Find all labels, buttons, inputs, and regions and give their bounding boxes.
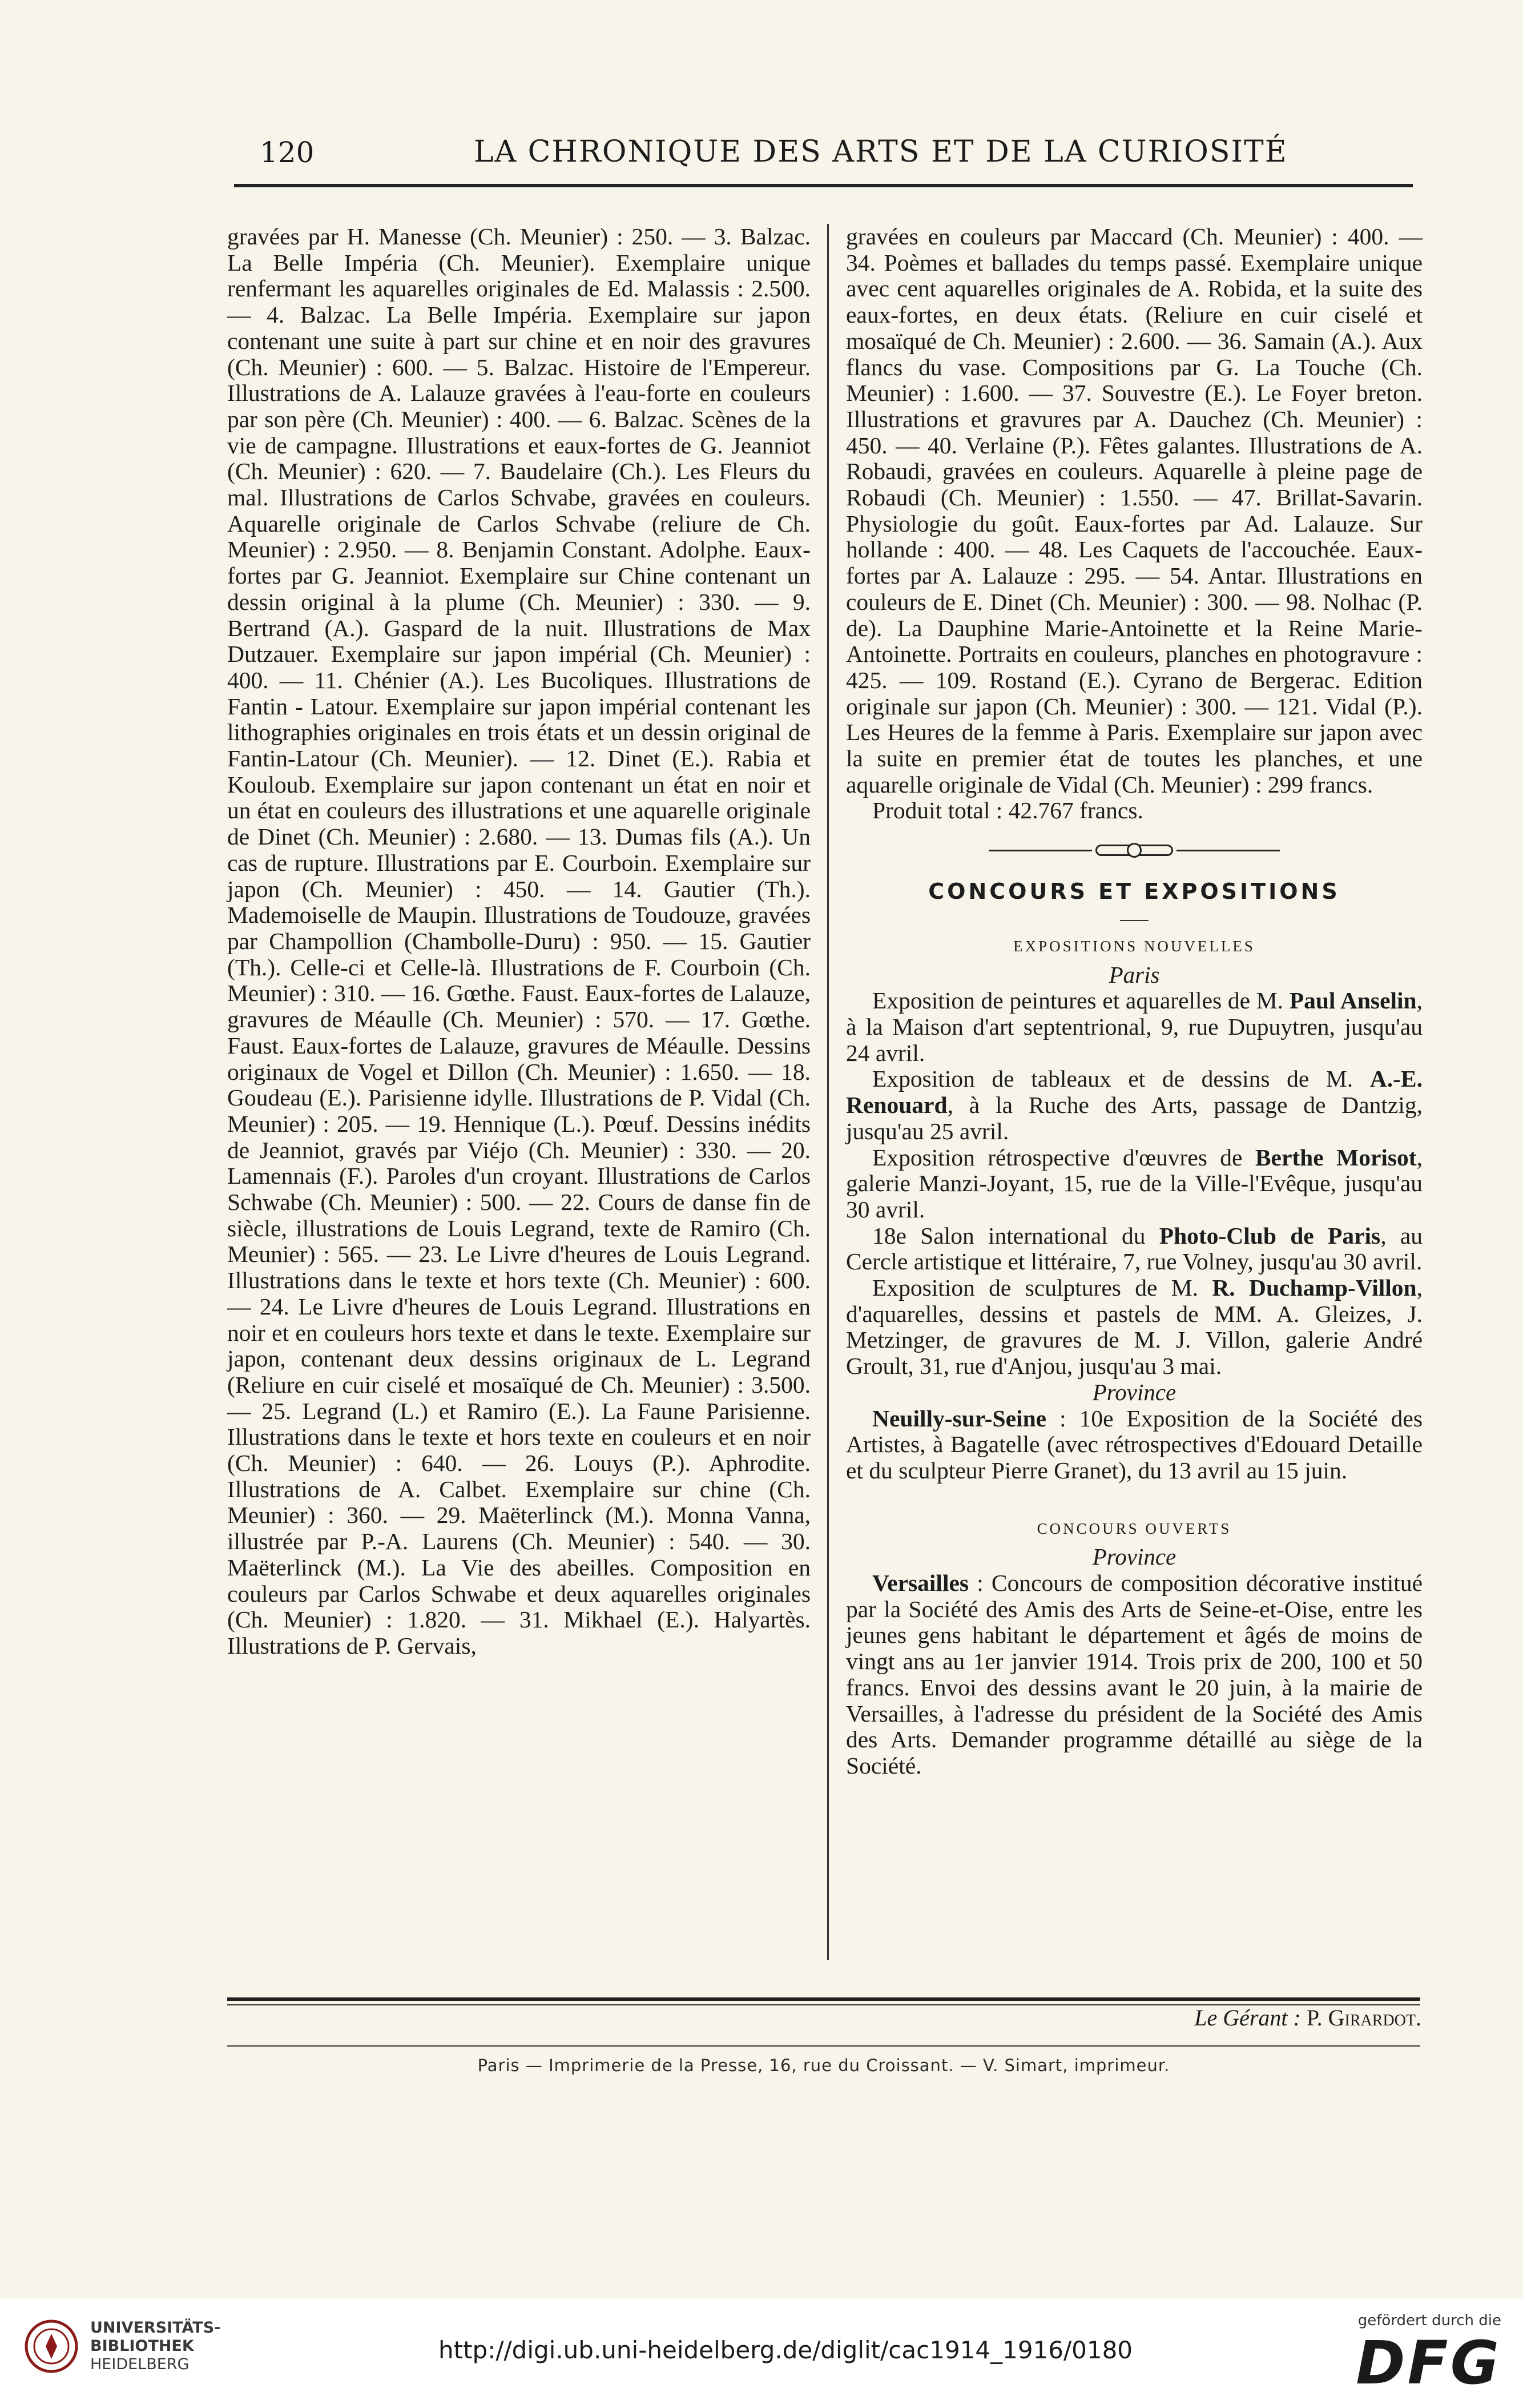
- running-header: [228, 130, 1427, 182]
- province-heading-2: Province: [1092, 1543, 1177, 1570]
- library-line-2: BIBLIOTHEK: [90, 2337, 194, 2355]
- footer-band: [0, 2298, 1523, 2408]
- paris-heading: Paris: [1109, 961, 1160, 988]
- signature: [970, 2004, 1421, 2031]
- concours-heading: CONCOURS OUVERTS: [1037, 1519, 1232, 1537]
- expo-item: Exposition de tableaux et de dessins de M. A.-E. Renouard, à la Ruche des Arts, passage de Dantzig, jusqu'au 25 avril.: [846, 1066, 1423, 1144]
- bottom-rule: [227, 1997, 1420, 2001]
- signature-label: Le Gérant :: [1194, 2005, 1301, 2031]
- imprint-rule: [227, 2045, 1420, 2047]
- library-line-3: HEIDELBERG: [90, 2355, 190, 2373]
- journal-title: LA CHRONIQUE DES ARTS ET DE LA CURIOSITÉ: [474, 135, 1288, 169]
- library-name: [90, 2319, 220, 2374]
- column-divider: [827, 224, 829, 1960]
- funded-by-label: gefördert durch die: [1357, 2312, 1501, 2329]
- ornament-divider: [989, 845, 1280, 856]
- expo-item: Exposition de sculptures de M. R. Duchamp-Villon, d'aquarelles, dessins et pastels de MM. A. Gleizes, J. Metzinger, de gravures de M. J. Villon, galerie André Groult, 31, rue d'Anjou, jusqu'au 3 mai.: [846, 1275, 1423, 1380]
- header-rule: [234, 184, 1413, 187]
- library-line-1: UNIVERSITÄTS-: [90, 2319, 221, 2337]
- concours-item: Versailles : Concours de composition décorative institué par la Société des Amis des Arts de Seine-et-Oise, entre les jeunes gens habitant le département et âgés de moins de vingt ans au 1er janvier 1914. Trois prix de 200, 100 et 50 francs. Envoi des dessins avant le 20 juin, à la mairie de Versailles, à l'adresse du président de la Société des Amis des Arts. Demander programme détaillé au siège de la Société.: [846, 1570, 1423, 1779]
- expo-item: Exposition rétrospective d'œuvres de Berthe Morisot, galerie Manzi-Joyant, 15, rue de la Ville-l'Evêque, jusqu'au 30 avril.: [846, 1144, 1423, 1223]
- signature-name: P. Girardot.: [1306, 2005, 1421, 2031]
- section-title: CONCOURS ET EXPOSITIONS: [928, 879, 1340, 904]
- library-seal-icon: [24, 2319, 79, 2374]
- left-column-text: gravées par H. Manesse (Ch. Meunier) : 250. — 3. Balzac. La Belle Impéria (Ch. Meunier). Exemplaire unique renfermant les aquarelles originales de Ed. Malassis : 2.500. — 4. Balzac. La Belle Impéria. Exemplaire sur japon contenant une suite à part sur chine et en noir des gravures (Ch. Meunier) : 600. — 5. Balzac. Histoire de l'Empereur. Illustrations de A. Lalauze gravées à l'eau-forte en couleurs par son père (Ch. Meunier) : 400. — 6. Balzac. Scènes de la vie de campagne. Illustrations et eaux-fortes de G. Jeanniot (Ch. Meunier) : 620. — 7. Baudelaire (Ch.). Les Fleurs du mal. Illustrations de Carlos Schvabe, gravées en couleurs. Aquarelle originale de Carlos Schvabe (reliure de Ch. Meunier) : 2.950. — 8. Benjamin Constant. Adolphe. Eaux-fortes par G. Jeanniot. Exemplaire sur Chine contenant un dessin original à la plume (Ch. Meunier) : 330. — 9. Bertrand (A.). Gaspard de la nuit. Illustrations de Max Dutzauer. Exemplaire sur japon impérial (Ch. Meunier) : 400. — 11. Chénier (A.). Les Bucoliques. Illustrations de Fantin - Latour. Exemplaire sur japon impérial contenant les lithographies originales en trois états et un dessin original de Fantin-Latour (Ch. Meunier). — 12. Dinet (E.). Rabia et Kouloub. Exemplaire sur japon contenant un état en noir et un état en couleurs des illustrations et une aquarelle originale de Dinet (Ch. Meunier) : 2.680. — 13. Dumas fils (A.). Un cas de rupture. Illustrations par E. Courboin. Exemplaire sur japon (Ch. Meunier) : 450. — 14. Gautier (Th.). Mademoiselle de Maupin. Illustrations de Toudouze, gravées par Champollion (Chambolle-Duru) : 950. — 15. Gautier (Th.). Celle-ci et Celle-là. Illustrations de F. Courboin (Ch. Meunier) : 310. — 16. Gœthe. Faust. Eaux-fortes de Lalauze, gravures de Méaulle (Ch. Meunier) : 570. — 17. Gœthe. Faust. Eaux-fortes de Lalauze, gravures de Méaulle. Dessins originaux de Vogel et Dillon (Ch. Meunier) : 1.650. — 18. Goudeau (E.). Parisienne idylle. Illustrations de P. Vidal (Ch. Meunier) : 205. — 19. Hennique (L.). Pœuf. Dessins inédits de Jeanniot, gravés par Viéjo (Ch. Meunier) : 330. — 20. Lamennais (F.). Paroles d'un croyant. Illustrations de Carlos Schwabe (Ch. Meunier) : 500. — 22. Cours de danse fin de siècle, illustrations de Louis Legrand, texte de Ramiro (Ch. Meunier) : 565. — 23. Le Livre d'heures de Louis Legrand. Illustrations dans le texte et hors texte (Ch. Meunier) : 600. — 24. Le Livre d'heures de Louis Legrand. Illustrations en noir et en couleurs hors texte et dans le texte. Exemplaire sur japon, contenant deux dessins originaux de L. Legrand (Reliure en cuir ciselé et mosaïqué de Ch. Meunier) : 3.500.— 25. Legrand (L.) et Ramiro (E.). La Faune Parisienne. Illustrations dans le texte et hors texte en couleurs et en noir (Ch. Meunier) : 640. — 26. Louys (P.). Aphrodite. Illustrations de A. Calbet. Exemplaire sur chine (Ch. Meunier) : 360. — 29. Maëterlinck (M.). Monna Vanna, illustrée par P.-A. Laurens (Ch. Meunier) : 540. — 30. Maëterlinck (M.). La Vie des abeilles. Composition en couleurs par Carlos Schwabe et deux aquarelles originales (Ch. Meunier) : 1.820. — 31. Mikhael (E.). Halyartès. Illustrations de P. Gervais,: [227, 223, 811, 1659]
- expo-item: Exposition de peintures et aquarelles de M. Paul Anselin, à la Maison d'art septentrional, 9, rue Dupuytren, jusqu'au 24 avril.: [846, 987, 1423, 1066]
- left-column: [227, 224, 811, 1659]
- expositions-heading: EXPOSITIONS NOUVELLES: [1013, 937, 1255, 955]
- page-number: 120: [260, 136, 315, 169]
- province-heading: Province: [1092, 1378, 1177, 1405]
- permalink-url[interactable]: http://digi.ub.uni-heidelberg.de/diglit/cac1914_1916/0180: [438, 2336, 1133, 2364]
- total-line: Produit total : 42.767 francs.: [872, 797, 1143, 824]
- right-column: [846, 224, 1423, 1779]
- title-dash: [1120, 920, 1149, 921]
- expo-item: 18e Salon international du Photo-Club de Paris, au Cercle artistique et littéraire, 7, rue Volney, jusqu'au 30 avril.: [846, 1222, 1423, 1275]
- right-column-text: gravées en couleurs par Maccard (Ch. Meunier) : 400. — 34. Poèmes et ballades du temps passé. Exemplaire unique avec cent aquarelles originales de A. Robida, et la suite des eaux-fortes, en deux états. (Reliure en cuir ciselé et mosaïqué de Ch. Meunier) : 2.600. — 36. Samain (A.). Aux flancs du vase. Compositions par G. La Touche (Ch. Meunier) : 1.600. — 37. Souvestre (E.). Le Foyer breton. Illustrations et gravures par A. Dauchez (Ch. Meunier) : 450. — 40. Verlaine (P.). Fêtes galantes. Illustrations de A. Robaudi, gravées en couleurs. Aquarelle à pleine page de Robaudi (Ch. Meunier) : 1.550. — 47. Brillat-Savarin. Physiologie du goût. Eaux-fortes par Ad. Lalauze. Sur hollande : 400. — 48. Les Caquets de l'accouchée. Eaux-fortes par A. Lalauze : 295. — 54. Antar. Illustrations en couleurs de E. Dinet (Ch. Meunier) : 300. — 98. Nolhac (P. de). La Dauphine Marie-Antoinette et la Reine Marie-Antoinette. Portraits en couleurs, planches en photogravure : 425. — 109. Rostand (E.). Cyrano de Bergerac. Edition originale sur japon (Ch. Meunier) : 300. — 121. Vidal (P.). Les Heures de la femme à Paris. Exemplaire sur japon avec la suite en premier état de toutes les planches, et une aquarelle originale de Vidal (Ch. Meunier) : 299 francs.: [846, 223, 1423, 798]
- imprint: Paris — Imprimerie de la Presse, 16, rue du Croissant. — V. Simart, imprimeur.: [477, 2056, 1170, 2075]
- dfg-logo: DFG: [1356, 2328, 1501, 2398]
- province-item: Neuilly-sur-Seine : 10e Exposition de la Société des Artistes, à Bagatelle (avec rétrospectives d'Edouard Detaille et du sculpteur Pierre Granet), du 13 avril au 15 juin.: [846, 1405, 1423, 1484]
